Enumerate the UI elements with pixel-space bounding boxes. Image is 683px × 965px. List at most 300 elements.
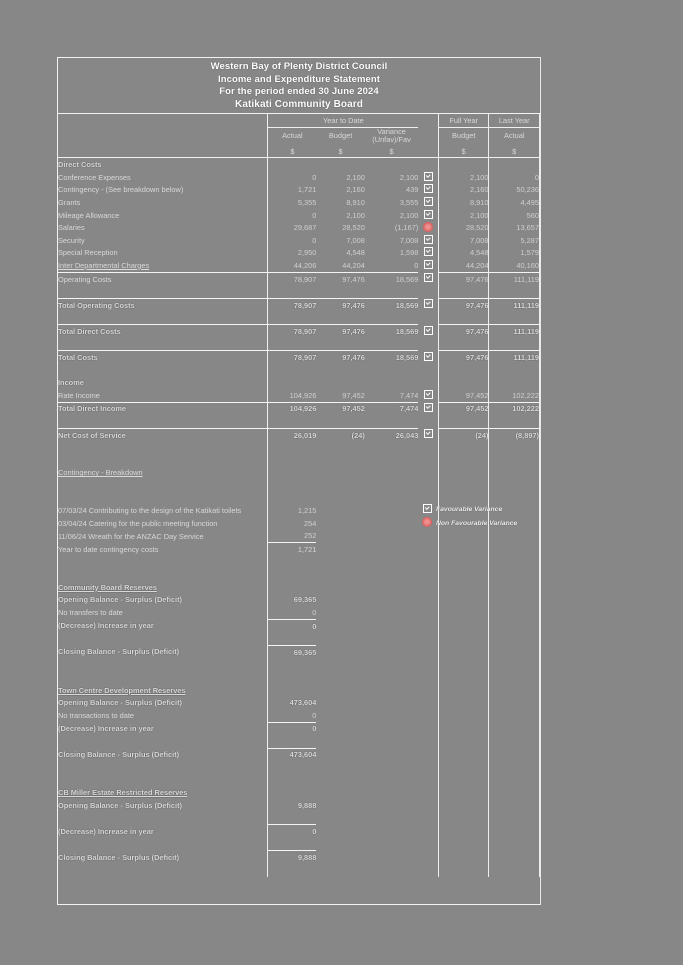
spacer-cell [418, 415, 438, 428]
spacer-cell [365, 312, 419, 325]
row-variance-indicator [418, 272, 438, 285]
spacer-cell [268, 364, 316, 377]
blank-bud [316, 158, 364, 171]
row-label: Town Centre Development Reserves [58, 685, 186, 695]
spacer-cell [268, 671, 316, 684]
row-label: (Decrease) Increase in year [58, 724, 154, 734]
header-group-row [58, 114, 540, 127]
spacer-cell [365, 659, 419, 672]
table-row [58, 594, 540, 607]
blank [316, 581, 364, 594]
spacer-row [58, 556, 540, 569]
blank [489, 825, 540, 838]
table-row [58, 259, 540, 272]
table-row [58, 786, 540, 799]
blank [316, 517, 364, 530]
spacer-cell [268, 735, 316, 748]
row-amount: 69,365 [268, 645, 316, 658]
header-ytd-variance [365, 127, 419, 144]
row-amount [268, 786, 316, 799]
spacer-cell [489, 671, 540, 684]
spacer-cell [418, 774, 438, 787]
spacer-cell [418, 632, 438, 645]
row-label: Grants [58, 197, 81, 207]
spacer-cell [439, 364, 489, 377]
spacer-row [58, 632, 540, 645]
spacer-row [58, 285, 540, 298]
row-ytd-variance: 2,100 [399, 210, 419, 220]
table-row [58, 171, 540, 184]
row-ytd-actual: 78,907 [268, 351, 316, 364]
row-full-year-budget: 97,476 [439, 351, 489, 364]
favourable-variance-icon [424, 273, 433, 282]
spacer-cell [418, 659, 438, 672]
blank [365, 722, 419, 735]
blank [418, 786, 438, 799]
spacer-cell [58, 812, 268, 825]
row-ytd-actual: 104,926 [268, 389, 316, 402]
row-variance-indicator [418, 234, 438, 247]
spacer-cell [418, 441, 438, 454]
spacer-cell [268, 285, 316, 298]
spacer-cell [489, 285, 540, 298]
spacer-cell [439, 441, 489, 454]
legend-label-non-favourable: Non Favourable Variance [436, 519, 518, 527]
row-amount: 9,888 [268, 851, 316, 864]
blank [365, 748, 419, 761]
document-title-block [58, 58, 540, 114]
spacer-row [58, 761, 540, 774]
blank [489, 467, 540, 480]
spacer-cell [489, 838, 540, 851]
spacer-cell [365, 454, 419, 467]
spacer-cell [489, 312, 540, 325]
row-ytd-actual: 26,019 [268, 428, 316, 441]
row-ytd-actual: 0 [268, 171, 316, 184]
blank [365, 517, 419, 530]
section-heading-direct-costs [58, 158, 540, 171]
spacer-cell [489, 761, 540, 774]
table-row [58, 684, 540, 697]
row-last-year-actual: 111,119 [489, 298, 540, 311]
table-row [58, 543, 540, 556]
favourable-variance-icon [424, 172, 433, 181]
reserves-row-group [58, 581, 540, 877]
spacer-cell [365, 556, 419, 569]
row-full-year-budget: 4,548 [439, 247, 489, 260]
row-ytd-variance: 18,569 [365, 351, 419, 364]
spacer-cell [316, 338, 364, 351]
statement-page [57, 57, 541, 905]
row-ytd-budget: 2,100 [346, 172, 365, 182]
spacer-cell [268, 632, 316, 645]
row-variance-indicator [418, 171, 438, 184]
spacer-cell [439, 632, 489, 645]
blank [316, 709, 364, 722]
spacer-cell [268, 838, 316, 851]
row-full-year-budget: 97,452 [439, 402, 489, 415]
row-label: Closing Balance - Surplus (Deficit) [58, 852, 180, 862]
legend-row-non-favourable [418, 516, 543, 530]
row-ytd-budget: 28,520 [342, 223, 365, 233]
spacer-cell [316, 415, 364, 428]
blank [439, 748, 489, 761]
spacer-cell [418, 556, 438, 569]
row-ytd-budget: 7,008 [346, 235, 365, 245]
blank-fy [439, 158, 489, 171]
blank-ico [418, 158, 438, 171]
row-last-year-actual: 102,222 [489, 389, 540, 402]
header-ytd-budget: Budget [328, 131, 353, 141]
spacer-cell [439, 671, 489, 684]
header-fy-budget: Budget [439, 127, 489, 144]
spacer-cell [316, 864, 364, 877]
table-row [58, 645, 540, 658]
row-amount [268, 581, 316, 594]
header-last-year: Last Year [489, 114, 540, 127]
row-last-year-actual: 111,119 [489, 325, 540, 338]
blank [365, 504, 419, 517]
header-blank-2 [58, 127, 268, 144]
table-row [58, 825, 540, 838]
spacer-cell [489, 632, 540, 645]
blank [316, 543, 364, 556]
spacer-cell [316, 838, 364, 851]
blank [439, 594, 489, 607]
spacer-row [58, 864, 540, 877]
blank [365, 851, 419, 864]
board-name: Katikati Community Board [235, 98, 363, 110]
favourable-variance-icon [424, 197, 433, 206]
spacer-cell [439, 556, 489, 569]
blank [418, 851, 438, 864]
statement-period: For the period ended 30 June 2024 [219, 86, 379, 98]
currency-ly-actual: $ [489, 145, 540, 158]
row-ytd-budget: 97,452 [316, 402, 364, 415]
spacer-cell [489, 415, 540, 428]
row-amount: 254 [268, 517, 316, 530]
spacer-cell [268, 441, 316, 454]
spacer-cell [268, 864, 316, 877]
spacer-cell [365, 671, 419, 684]
favourable-variance-icon [424, 210, 433, 219]
spacer-row [58, 774, 540, 787]
spacer-row [58, 838, 540, 851]
row-ytd-actual: 78,907 [268, 325, 316, 338]
spacer-cell [418, 761, 438, 774]
row-amount: 1,721 [268, 543, 316, 556]
row-variance-indicator [418, 184, 438, 197]
row-variance-indicator [418, 221, 438, 234]
spacer-cell [418, 364, 438, 377]
row-label: Contingency - (See breakdown below) [58, 185, 184, 195]
blank [418, 825, 438, 838]
row-label: 11/06/24 Wreath for the ANZAC Day Service [58, 531, 204, 541]
row-label: (Decrease) Increase in year [58, 621, 154, 631]
spacer-cell [268, 812, 316, 825]
spacer-cell [365, 492, 419, 505]
blank [365, 709, 419, 722]
spacer-cell [316, 761, 364, 774]
spacer-cell [439, 454, 489, 467]
blank [439, 851, 489, 864]
blank [418, 799, 438, 812]
blank [439, 825, 489, 838]
header-ytd-actual: Actual [268, 127, 316, 144]
header-icon-blank-3 [418, 145, 438, 158]
spacer-cell [489, 364, 540, 377]
favourable-variance-icon [424, 260, 433, 269]
row-amount: 252 [268, 530, 316, 543]
spacer-cell [316, 492, 364, 505]
row-label: Opening Balance - Surplus (Deficit) [58, 698, 183, 708]
row-ytd-actual: 0 [268, 209, 316, 222]
table-row [58, 247, 540, 260]
spacer-cell [418, 312, 438, 325]
row-full-year-budget: 97,476 [439, 298, 489, 311]
row-ytd-budget: (24) [316, 428, 364, 441]
direct-cost-row-group [58, 171, 540, 285]
row-variance-indicator [418, 351, 438, 364]
blank [418, 709, 438, 722]
row-label: Year to date contingency costs [58, 544, 159, 554]
blank [439, 709, 489, 722]
blank [316, 594, 364, 607]
header-ly-actual: Actual [489, 127, 540, 144]
row-ytd-budget: 2,160 [346, 185, 365, 195]
variance-line-1: Variance [377, 127, 406, 136]
row-ytd-actual: 44,206 [268, 259, 316, 272]
row-ytd-variance: 3,555 [399, 197, 419, 207]
row-variance-indicator [418, 196, 438, 209]
blank [316, 696, 364, 709]
blank [316, 851, 364, 864]
blank [365, 645, 419, 658]
row-ytd-variance: 7,008 [399, 235, 419, 245]
row-ytd-actual: 2,950 [268, 247, 316, 260]
spacer-cell [268, 338, 316, 351]
table-row [58, 272, 540, 285]
blank-var [365, 158, 419, 171]
blank [418, 619, 438, 632]
table-row [58, 530, 540, 543]
row-amount: 0 [268, 619, 316, 632]
row-ytd-budget: 4,548 [346, 248, 365, 258]
spacer-cell [365, 761, 419, 774]
spacer-cell [439, 659, 489, 672]
row-ytd-actual: 78,907 [268, 272, 316, 285]
row-variance-indicator [418, 428, 438, 441]
blank [439, 722, 489, 735]
spacer-cell [58, 556, 268, 569]
spacer-cell [58, 735, 268, 748]
blank [439, 467, 489, 480]
spacer-cell [418, 671, 438, 684]
spacer-cell [268, 454, 316, 467]
spacer-cell [58, 285, 268, 298]
spacer-cell [489, 454, 540, 467]
row-full-year-budget: 97,476 [439, 325, 489, 338]
blank [439, 376, 489, 389]
spacer-cell [365, 479, 419, 492]
row-variance-indicator [418, 402, 438, 415]
blank [316, 825, 364, 838]
row-amount: 473,604 [268, 748, 316, 761]
favourable-variance-icon [424, 403, 433, 412]
blank [365, 606, 419, 619]
spacer-cell [365, 568, 419, 581]
row-variance-indicator [418, 389, 438, 402]
table-row [58, 234, 540, 247]
spacer-row [58, 812, 540, 825]
blank [489, 696, 540, 709]
row-ytd-variance: 18,569 [365, 272, 419, 285]
row-ytd-actual: 0 [268, 234, 316, 247]
spacer-cell [365, 864, 419, 877]
row-last-year-actual: 111,119 [489, 272, 540, 285]
income-heading-label: Income [58, 378, 84, 388]
row-last-year-actual: 13,657 [489, 221, 540, 234]
variance-line-2: (Unfav)/Fav [372, 135, 411, 145]
row-variance-indicator [418, 247, 438, 260]
spacer-cell [58, 671, 268, 684]
spacer-cell [489, 441, 540, 454]
spacer-cell [365, 838, 419, 851]
spacer-cell [58, 838, 268, 851]
blank [365, 530, 419, 543]
spacer-cell [489, 735, 540, 748]
row-ytd-variance: 18,569 [365, 298, 419, 311]
row-full-year-budget: 2,100 [439, 171, 489, 184]
row-amount: 0 [268, 825, 316, 838]
blank [418, 376, 438, 389]
table-row [58, 619, 540, 632]
row-ytd-variance: 2,100 [399, 172, 419, 182]
row-amount: 1,215 [268, 504, 316, 517]
blank [439, 581, 489, 594]
blank [365, 619, 419, 632]
spacer-cell [268, 568, 316, 581]
spacer-cell [489, 479, 540, 492]
favourable-variance-icon [424, 235, 433, 244]
blank [418, 722, 438, 735]
row-ytd-variance: 18,569 [365, 325, 419, 338]
header-icon-blank-2 [418, 127, 438, 144]
blank [316, 645, 364, 658]
spacer-cell [418, 285, 438, 298]
non-favourable-variance-icon [418, 514, 436, 532]
spacer-cell [268, 492, 316, 505]
spacer-cell [316, 671, 364, 684]
row-ytd-variance: 0 [414, 260, 419, 270]
blank [418, 594, 438, 607]
row-amount: 0 [268, 606, 316, 619]
row-variance-indicator [418, 325, 438, 338]
variance-legend [418, 502, 543, 530]
spacer-cell [58, 441, 268, 454]
spacer-cell [365, 441, 419, 454]
spacer-cell [418, 454, 438, 467]
row-ytd-variance: 26,043 [365, 428, 419, 441]
row-ytd-actual: 29,687 [268, 221, 316, 234]
spacer-row [58, 338, 540, 351]
blank [489, 684, 540, 697]
blank [365, 467, 419, 480]
spacer-row [58, 568, 540, 581]
organisation-name: Western Bay of Plenty District Council [210, 61, 388, 72]
header-year-to-date: Year to Date [268, 114, 418, 127]
spacer-cell [268, 659, 316, 672]
blank [365, 786, 419, 799]
blank [489, 530, 540, 543]
spacer-cell [58, 774, 268, 787]
income-row-group [58, 376, 540, 454]
row-full-year-budget: 2,160 [439, 184, 489, 197]
spacer-cell [316, 285, 364, 298]
row-last-year-actual: 0 [489, 171, 540, 184]
row-last-year-actual: 40,160 [489, 259, 540, 272]
spacer-cell [418, 864, 438, 877]
row-label: Conference Expenses [58, 172, 131, 182]
row-label: Special Reception [58, 248, 118, 258]
spacer-cell [489, 812, 540, 825]
spacer-cell [58, 632, 268, 645]
row-ytd-variance: 7,474 [365, 402, 419, 415]
spacer-cell [418, 338, 438, 351]
blank [316, 722, 364, 735]
spacer-cell [418, 838, 438, 851]
blank [418, 645, 438, 658]
row-label: Total Direct Income [58, 402, 268, 415]
row-variance-indicator [418, 259, 438, 272]
table-row [58, 748, 540, 761]
row-last-year-actual: 5,287 [489, 234, 540, 247]
financial-statement-table [58, 114, 540, 285]
spacer-cell [316, 454, 364, 467]
row-ytd-actual: 78,907 [268, 298, 316, 311]
blank [316, 619, 364, 632]
blank [489, 594, 540, 607]
table-row [58, 709, 540, 722]
blank [316, 684, 364, 697]
blank [439, 799, 489, 812]
blank [439, 606, 489, 619]
spacer-cell [58, 492, 268, 505]
spacer-cell [58, 415, 268, 428]
row-amount [268, 467, 316, 480]
blank-act [268, 158, 316, 171]
row-full-year-budget: 44,204 [439, 259, 489, 272]
blank [489, 851, 540, 864]
blank [365, 684, 419, 697]
header-blank-3 [58, 145, 268, 158]
spacer-cell [58, 568, 268, 581]
spacer-cell [316, 774, 364, 787]
row-last-year-actual: 1,579 [489, 247, 540, 260]
blank [418, 467, 438, 480]
favourable-variance-icon [424, 299, 433, 308]
row-ytd-actual: 104,926 [268, 402, 316, 415]
row-variance-indicator [418, 298, 438, 311]
favourable-variance-icon [424, 429, 433, 438]
row-ytd-budget: 2,100 [346, 210, 365, 220]
spacer-cell [489, 659, 540, 672]
row-full-year-budget: 97,452 [439, 389, 489, 402]
blank [418, 543, 438, 556]
spacer-cell [365, 812, 419, 825]
spacer-cell [365, 774, 419, 787]
row-ytd-variance: 439 [405, 185, 419, 195]
